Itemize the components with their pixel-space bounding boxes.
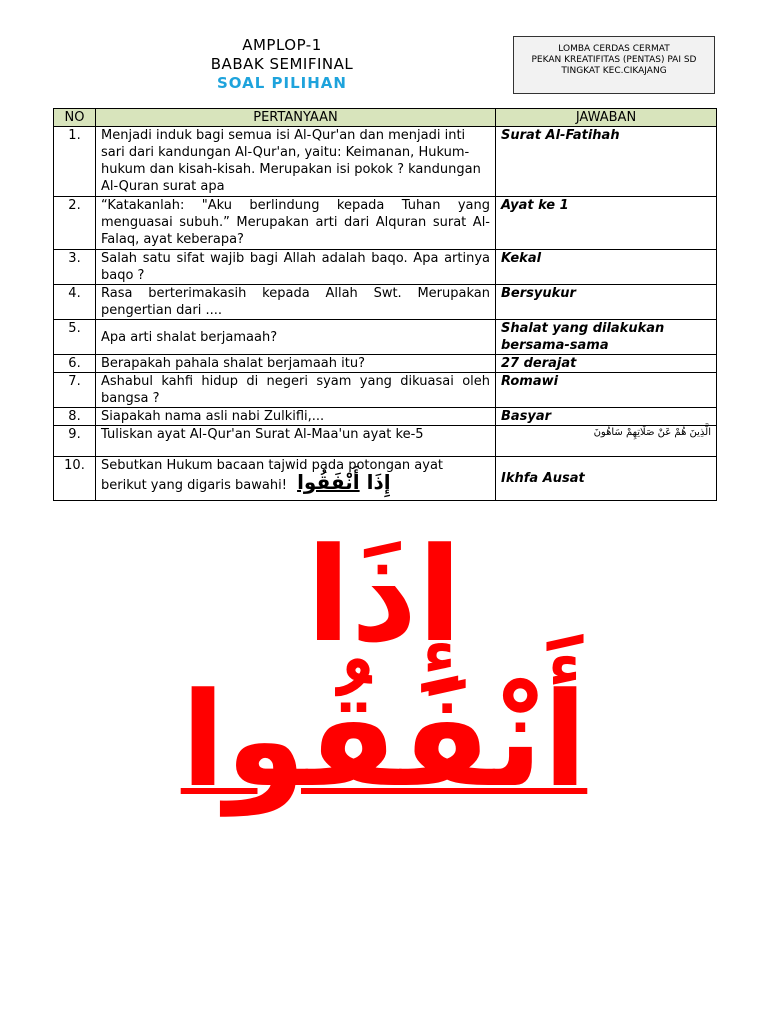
header-question: PERTANYAAN [96, 109, 496, 127]
row-number: 2. [54, 197, 96, 250]
inline-arabic-phrase [297, 470, 391, 494]
info-line-2: PEKAN KREATIFITAS (PENTAS) PAI SD [531, 55, 697, 65]
row-question: Menjadi induk bagi semua isi Al-Qur'an dan menjadi inti sari dari kandungan Al-Qur'an, yaitu: Keimanan, Hukum-hukum dan kisah-kisah. Merupakan isi pokok ? kandungan Al-Quran surat apa [96, 127, 496, 197]
inline-arabic-word-2: أَنْفَقُوا [297, 470, 360, 494]
row-question: Rasa berterimakasih kepada Allah Swt. Merupakan pengertian dari .... [96, 285, 496, 320]
row-question: Tuliskan ayat Al-Qur'an Surat Al-Maa'un ayat ke-5 [96, 426, 496, 457]
table-row [54, 426, 717, 457]
table-header-row [54, 109, 717, 127]
header-no: NO [54, 109, 96, 127]
table-row [54, 457, 717, 501]
large-arabic-word-1: إِذَا [306, 519, 462, 671]
table-row [54, 250, 717, 285]
row-answer: Ikhfa Ausat [496, 457, 717, 501]
row-number: 5. [54, 320, 96, 355]
section-title: SOAL PILIHAN [217, 74, 347, 92]
table-row [54, 127, 717, 197]
row-answer-arabic: الَّذِينَ هُمْ عَنْ صَلَاتِهِمْ سَاهُونَ [496, 426, 717, 457]
row-answer: Kekal [496, 250, 717, 285]
inline-arabic-word-1: إِذَا [366, 470, 391, 494]
table-row [54, 197, 717, 250]
row-question: “Katakanlah: "Aku berlindung kepada Tuhan yang menguasai subuh.” Merupakan arti dari Alquran surat Al-Falaq, ayat keberapa? [96, 197, 496, 250]
row-number: 4. [54, 285, 96, 320]
table-row [54, 355, 717, 373]
info-line-3: TINGKAT KEC.CIKAJANG [561, 66, 667, 76]
row-number: 9. [54, 426, 96, 457]
row-number: 7. [54, 373, 96, 408]
row-question: Apa arti shalat berjamaah? [96, 320, 496, 355]
row-answer: Romawi [496, 373, 717, 408]
table-row [54, 320, 717, 355]
row-question: Berapakah pahala shalat berjamaah itu? [96, 355, 496, 373]
row-answer: Surat Al-Fatihah [496, 127, 717, 197]
row-question: Ashabul kahfi hidup di negeri syam yang dikuasai oleh bangsa ? [96, 373, 496, 408]
document-header [150, 36, 414, 93]
row-number: 6. [54, 355, 96, 373]
row-number: 1. [54, 127, 96, 197]
competition-info-box [513, 36, 715, 94]
row-question: Salah satu sifat wajib bagi Allah adalah baqo. Apa artinya baqo ? [96, 250, 496, 285]
row-question: Siapakah nama asli nabi Zulkifli,... [96, 408, 496, 426]
envelope-title: AMPLOP-1 [242, 36, 322, 54]
row-question-cell [96, 457, 496, 501]
row-answer: Ayat ke 1 [496, 197, 717, 250]
row-answer: 27 derajat [496, 355, 717, 373]
row-answer: Basyar [496, 408, 717, 426]
large-arabic-word-2 [80, 660, 688, 820]
row-answer: Bersyukur [496, 285, 717, 320]
info-line-1: LOMBA CERDAS CERMAT [558, 44, 670, 54]
row-number: 3. [54, 250, 96, 285]
round-title: BABAK SEMIFINAL [210, 55, 354, 73]
table-row [54, 373, 717, 408]
row-answer: Shalat yang dilakukan bersama-sama [496, 320, 717, 355]
large-arabic-underlined: أَنْفَقُوا [180, 664, 588, 816]
row-number: 8. [54, 408, 96, 426]
row-number: 10. [54, 457, 96, 501]
row-question: Sebutkan Hukum bacaan tajwid pada potongan ayat berikut yang digaris bawahi! [101, 458, 444, 493]
header-answer: JAWABAN [496, 109, 717, 127]
table-row [54, 285, 717, 320]
question-table [53, 108, 717, 501]
table-row [54, 408, 717, 426]
